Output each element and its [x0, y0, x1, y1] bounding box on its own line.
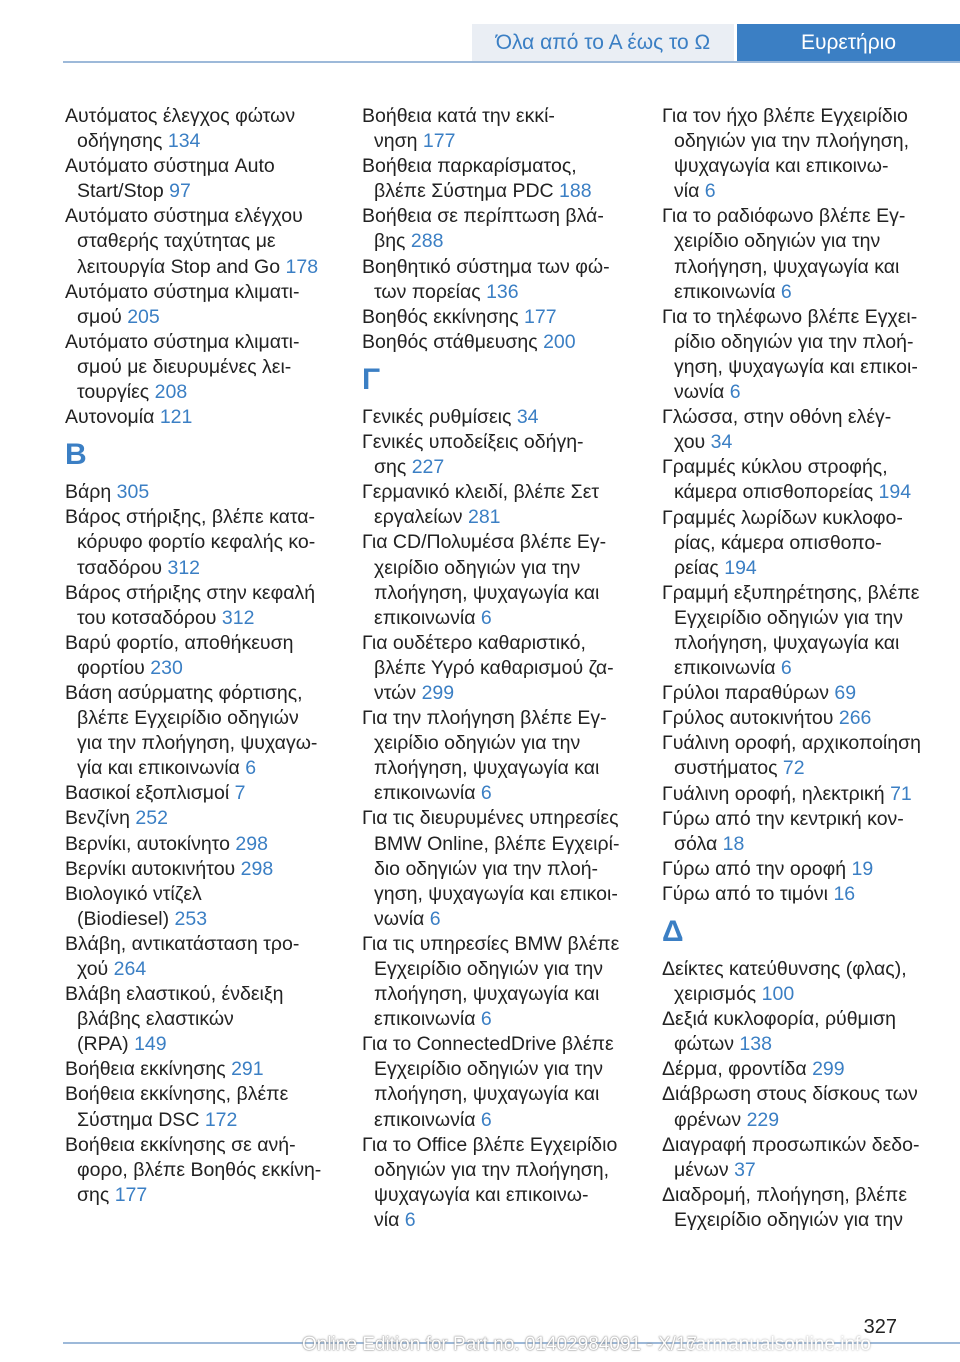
index-entry	[65, 832, 343, 857]
index-entry	[362, 204, 640, 254]
index-entry	[362, 480, 640, 530]
page-link[interactable]: 312	[167, 556, 201, 579]
index-entry	[362, 932, 640, 1032]
header-divider	[63, 61, 960, 63]
index-entry-text: φορτίου	[77, 656, 145, 679]
index-entry	[65, 405, 343, 430]
index-entry	[65, 204, 343, 279]
page-link[interactable]: 177	[422, 130, 456, 153]
index-entry-text: Γρύλος αυτοκινήτου	[662, 707, 834, 730]
index-entry-text: νηση	[374, 130, 418, 153]
index-entry-text: Αυτονομία	[65, 406, 155, 429]
page-link[interactable]: 138	[739, 1033, 772, 1056]
index-letter-heading: Δ	[662, 915, 684, 948]
index-entry	[662, 882, 940, 907]
page-link[interactable]: 149	[134, 1033, 167, 1056]
index-entry	[362, 631, 640, 706]
index-entry-text: νία	[674, 180, 700, 203]
index-entry-text: Διάβρωση στους δίσκους των	[662, 1083, 918, 1106]
page-link[interactable]: 121	[159, 406, 193, 429]
page-link[interactable]: 6	[704, 180, 716, 203]
index-entry-text: οδήγησης	[77, 130, 163, 153]
index-entry	[65, 857, 343, 882]
page-link[interactable]: 72	[782, 757, 805, 780]
index-entry-text: νωνία	[674, 381, 725, 404]
index-entry-text: Βάση ασύρματης φόρτισης,	[65, 681, 303, 704]
index-entry-text: Βοηθητικό σύστημα των φώ‐	[362, 255, 610, 278]
index-entry	[362, 104, 640, 154]
page-link[interactable]: 194	[724, 556, 757, 579]
index-entry-text: Γραμμή εξυπηρέτησης, βλέπε	[662, 581, 920, 604]
index-entry	[662, 681, 940, 706]
page-link[interactable]: 305	[116, 481, 150, 504]
page-link[interactable]: 69	[834, 682, 857, 705]
index-entry-text: επικοινωνία	[674, 657, 776, 680]
index-entry-text: Δέρμα, φροντίδα	[662, 1058, 807, 1081]
page-link[interactable]: 253	[174, 907, 208, 930]
index-entry-text: Γλώσσα, στην οθόνη ελέγ‐	[662, 406, 892, 429]
page-link[interactable]: 177	[114, 1183, 148, 1206]
page-link[interactable]: 6	[429, 907, 441, 930]
page-link[interactable]: 264	[113, 958, 147, 980]
page-link[interactable]: 200	[543, 330, 576, 353]
index-letter-heading: Γ	[362, 362, 381, 396]
index-entry-text: πλοήγηση, ψυχαγωγία και	[374, 1083, 600, 1106]
index-entry-text: ρίας, κάμερα οπισθοπο‐	[674, 531, 882, 554]
index-entry	[65, 932, 343, 982]
index-entry-text: πλοήγηση, ψυχαγωγία και	[374, 581, 600, 604]
index-entry	[362, 806, 640, 931]
index-entry	[65, 505, 343, 580]
index-entry-text: Για τις υπηρεσίες BMW βλέπε	[362, 932, 620, 955]
page-link[interactable]: 19	[851, 857, 874, 880]
index-column-2	[362, 104, 640, 1233]
index-entry-text: χειρίδιο οδηγιών για την	[674, 230, 881, 253]
index-entry	[65, 806, 343, 831]
index-entry-text: ψυχαγωγία και επικοινω‐	[374, 1183, 589, 1206]
index-entry-text: Γερμανικό κλειδί, βλέπε Σετ	[362, 481, 600, 504]
index-entry-text: Δείκτες κατεύθυνσης (φλας),	[662, 958, 907, 980]
page-link[interactable]: 6	[245, 757, 257, 780]
index-entry-text: διο οδηγιών για την πλοή‐	[374, 857, 599, 880]
index-entry	[662, 455, 940, 505]
index-entry-text: οδηγιών για την πλοήγηση,	[674, 130, 909, 153]
index-entry	[662, 581, 940, 681]
index-entry	[65, 681, 343, 781]
page-link[interactable]: 172	[204, 1108, 238, 1131]
index-entry-text: του κοτσαδόρου	[77, 606, 217, 629]
index-entry	[65, 781, 343, 806]
index-entry-text: Διαγραφή προσωπικών δεδο‐	[662, 1133, 920, 1156]
index-entry-text: Σύστημα DSC	[77, 1108, 200, 1131]
index-entry-text: χειρίδιο οδηγιών για την	[374, 556, 581, 579]
page-link[interactable]: 37	[734, 1158, 756, 1181]
index-entry	[662, 731, 940, 781]
index-entry-text: τουργίες	[77, 381, 150, 404]
index-entry	[662, 1007, 940, 1057]
index-entry-text: Βερνίκι, αυτοκίνητο	[65, 832, 230, 855]
index-entry	[362, 430, 640, 480]
index-entry-text: σης	[374, 456, 407, 479]
index-entry-text: Διαδρομή, πλοήγηση, βλέπε	[662, 1183, 908, 1206]
page-link[interactable]: 6	[780, 657, 792, 680]
index-entry	[65, 280, 343, 330]
index-entry	[662, 807, 940, 857]
page-link[interactable]: 298	[240, 857, 274, 880]
index-entry	[362, 530, 640, 630]
index-entry-text: Εγχειρίδιο οδηγιών για την	[674, 606, 903, 629]
index-entry-text: πλοήγηση, ψυχαγωγία και	[674, 631, 900, 654]
page-link[interactable]: 6	[480, 782, 492, 805]
index-entry-text: Βαρύ φορτίο, αποθήκευση	[65, 631, 294, 654]
index-entry-text: χού	[77, 958, 109, 980]
index-entry-text: Βενζίνη	[65, 807, 130, 830]
index-entry-text: πλοήγηση, ψυχαγωγία και	[374, 983, 600, 1006]
index-entry-text: βης	[374, 230, 406, 253]
index-entry-text: Γραμμές λωρίδων κυκλοφο‐	[662, 506, 903, 529]
page-link[interactable]: 266	[838, 707, 872, 730]
index-entry	[662, 857, 940, 882]
index-entry-text: τσαδόρου	[77, 556, 163, 579]
index-entry-text: Εγχειρίδιο οδηγιών για την	[374, 1058, 603, 1081]
index-entry	[65, 104, 343, 154]
page-link[interactable]: 6	[404, 1208, 416, 1231]
page-link[interactable]: 288	[410, 230, 444, 253]
index-entry	[662, 305, 940, 405]
page-link[interactable]: 252	[135, 807, 168, 830]
index-entry-text: επικοινωνία	[374, 1108, 476, 1131]
index-entry	[662, 104, 940, 204]
index-entry-text: Γύρω από το τιμόνι	[662, 882, 829, 905]
index-entry-text: Βοήθεια κατά την εκκί‐	[362, 105, 555, 127]
index-entry-text: Για τον ήχο βλέπε Εγχειρίδιο	[662, 105, 908, 127]
index-entry-text: Γενικές ρυθμίσεις	[362, 405, 512, 428]
index-entry	[65, 330, 343, 405]
index-entry-text: των πορείας	[374, 280, 481, 303]
index-entry-text: σης	[77, 1183, 110, 1206]
index-entry-text: Αυτόματος έλεγχος φώτων	[65, 105, 296, 127]
index-entry-text: χου	[674, 431, 706, 454]
page-link[interactable]: 6	[480, 1108, 492, 1131]
page-link[interactable]: 194	[878, 481, 912, 504]
page-link[interactable]: 230	[150, 656, 183, 679]
index-entry-text: Βάρη	[65, 481, 112, 504]
index-entry-text: Βιολογικό ντίζελ	[65, 882, 202, 905]
page-link[interactable]: 298	[235, 832, 268, 855]
index-entry-text: μένων	[674, 1158, 729, 1181]
page-link[interactable]: 188	[559, 180, 592, 203]
page-link[interactable]: 6	[480, 606, 492, 629]
page-link[interactable]: 100	[761, 983, 795, 1006]
index-entry-text: Για CD/Πολυμέσα βλέπε Εγ‐	[362, 531, 607, 554]
index-entry-text: κόρυφο φορτίο κεφαλής κο‐	[77, 531, 316, 554]
index-entry-text: Για το ραδιόφωνο βλέπε Εγ‐	[662, 205, 906, 228]
index-entry	[662, 782, 940, 807]
index-entry-text: Βοηθός εκκίνησης	[362, 305, 519, 328]
index-column-1	[65, 104, 343, 1208]
page-link[interactable]: 281	[467, 506, 501, 529]
page-link[interactable]: 134	[167, 130, 201, 153]
index-entry-text: Βλάβη, αντικατάσταση τρο‐	[65, 932, 300, 955]
index-entry-text: Αυτόματο σύστημα κλιματι‐	[65, 280, 300, 303]
page-number: 327	[863, 1316, 897, 1338]
page-link[interactable]: 18	[722, 832, 745, 855]
index-entry	[362, 330, 640, 355]
index-entry-text: Για το Office βλέπε Εγχειρίδιο	[362, 1133, 618, 1156]
page-link[interactable]: 208	[154, 381, 188, 404]
index-entry-text: (RPA)	[77, 1033, 129, 1056]
index-entry-text: συστήματος	[674, 757, 778, 780]
index-entry-text: ψυχαγωγία και επικοινω‐	[674, 155, 889, 178]
index-entry-text: κάμερα οπισθοπορείας	[674, 481, 874, 504]
index-entry-text: βλέπε Εγχειρίδιο οδηγιών	[77, 707, 299, 730]
index-entry-text: σταθερής ταχύτητας με	[77, 230, 276, 253]
index-entry	[65, 982, 343, 1057]
index-entry-text: σμού με διευρυμένες λει‐	[77, 355, 292, 378]
index-entry-text: νία	[374, 1208, 400, 1231]
page-link[interactable]: 229	[746, 1108, 780, 1131]
index-entry	[662, 1082, 940, 1132]
index-entry	[662, 1133, 940, 1183]
page-link[interactable]: 97	[169, 180, 191, 203]
index-entry-text: Γυάλινη οροφή, αρχικοποίηση	[662, 732, 921, 755]
index-entry	[362, 405, 640, 430]
index-entry	[65, 1133, 343, 1208]
index-entry-text: Για την πλοήγηση βλέπε Εγ‐	[362, 707, 607, 730]
index-entry-text: Εγχειρίδιο οδηγιών για την	[374, 958, 603, 980]
index-entry	[65, 631, 343, 681]
index-entry-text: λειτουργία Stop and Go	[77, 255, 281, 278]
index-entry-text: Δεξιά κυκλοφορία, ρύθμιση	[662, 1008, 897, 1031]
page-link[interactable]: 178	[285, 255, 319, 278]
page-link[interactable]: 177	[524, 305, 557, 328]
index-entry-text: γηση, ψυχαγωγία και επικοι‐	[374, 882, 618, 905]
page-link[interactable]: 312	[221, 606, 255, 629]
index-entry-text: για την πλοήγηση, ψυχαγω‐	[77, 732, 318, 755]
index-entry	[662, 405, 940, 455]
index-entry-text: Βάρος στήριξης, βλέπε κατα‐	[65, 506, 316, 529]
page-link[interactable]: 227	[411, 456, 445, 479]
index-entry-text: φορο, βλέπε Βοηθός εκκίνη‐	[77, 1158, 322, 1181]
page-link[interactable]: 7	[234, 782, 246, 805]
index-entry-text: Βάρος στήριξης στην κεφαλή	[65, 581, 316, 604]
index-entry-text: οδηγιών για την πλοήγηση,	[374, 1158, 609, 1181]
page-link[interactable]: 71	[890, 782, 912, 805]
index-entry	[662, 1057, 940, 1082]
index-letter-heading: Β	[65, 438, 87, 472]
index-entry	[362, 154, 640, 204]
index-entry	[65, 882, 343, 932]
watermark: carmanualsonline.info	[686, 1334, 871, 1355]
page-link[interactable]: 299	[421, 681, 455, 704]
page-link[interactable]: 16	[833, 882, 856, 905]
index-entry-text: Βοήθεια εκκίνησης, βλέπε	[65, 1083, 289, 1106]
index-entry-text: (Biodiesel)	[77, 907, 170, 930]
index-entry-text: φώτων	[674, 1033, 734, 1056]
index-entry-text: Γύρω από την οροφή	[662, 857, 847, 880]
page-link[interactable]: 136	[486, 280, 519, 303]
chapter-tab: Ευρετήριο	[737, 24, 960, 61]
index-entry-text: Αυτόματο σύστημα κλιματι‐	[65, 330, 300, 353]
index-entry-text: Βερνίκι αυτοκινήτου	[65, 857, 236, 880]
index-entry-text: Εγχειρίδιο οδηγιών για την	[674, 1208, 903, 1231]
index-entry-text: χειρίδιο οδηγιών για την	[374, 732, 581, 755]
index-entry-text: Για ουδέτερο καθαριστικό,	[362, 631, 586, 654]
index-entry-text: Βοήθεια σε περίπτωση βλά‐	[362, 205, 604, 228]
index-entry-text: Για το ConnectedDrive βλέπε	[362, 1033, 614, 1056]
index-entry-text: Αυτόματο σύστημα ελέγχου	[65, 205, 303, 228]
index-entry-text: Γραμμές κύκλου στροφής,	[662, 456, 888, 479]
page-link[interactable]: 291	[231, 1058, 264, 1081]
page-link[interactable]: 299	[812, 1058, 845, 1081]
index-entry-text: Βοήθεια εκκίνησης	[65, 1058, 226, 1081]
index-entry	[662, 204, 940, 304]
index-entry-text: πλοήγηση, ψυχαγωγία και	[674, 255, 900, 278]
page-link[interactable]: 205	[127, 305, 160, 328]
index-entry-text: σόλα	[674, 832, 718, 855]
index-entry-text: πλοήγηση, ψυχαγωγία και	[374, 757, 600, 780]
page-link[interactable]: 34	[710, 431, 733, 454]
index-entry-text: Γενικές υποδείξεις οδήγη‐	[362, 431, 584, 454]
index-entry-text: BMW Online, βλέπε Εγχειρί‐	[374, 832, 620, 855]
index-entry-text: επικοινωνία	[374, 1008, 476, 1031]
index-entry	[65, 581, 343, 631]
index-entry-text: Start/Stop	[77, 180, 164, 203]
index-entry-text: Βοήθεια εκκίνησης σε ανή‐	[65, 1133, 296, 1156]
index-entry-text: Βλάβη ελαστικού, ένδειξη	[65, 983, 284, 1006]
page-link[interactable]: 6	[480, 1008, 492, 1031]
index-entry-text: Για τις διευρυμένες υπηρεσίες	[362, 807, 619, 830]
index-entry-text: εργαλείων	[374, 506, 463, 529]
index-entry-text: γηση, ψυχαγωγία και επικοι‐	[674, 355, 918, 378]
index-entry	[362, 1032, 640, 1132]
index-entry	[65, 1082, 343, 1132]
index-entry-text: Γρύλοι παραθύρων	[662, 682, 829, 705]
index-entry-text: ντών	[374, 681, 417, 704]
index-entry-text: βλάβης ελαστικών	[77, 1008, 234, 1031]
index-entry-text: Βοηθός στάθμευσης	[362, 330, 538, 353]
index-entry-text: επικοινωνία	[374, 782, 476, 805]
index-entry-text: γία και επικοινωνία	[77, 757, 240, 780]
index-entry	[362, 1133, 640, 1233]
index-entry-text: νωνία	[374, 907, 425, 930]
index-entry	[662, 506, 940, 581]
index-column-3	[662, 104, 940, 1233]
index-entry	[65, 480, 343, 505]
index-entry	[362, 706, 640, 806]
index-entry-text: επικοινωνία	[374, 606, 476, 629]
index-entry-text: ρίδιο οδηγιών για την πλοή‐	[674, 330, 914, 353]
index-entry-text: Βασικοί εξοπλισμοί	[65, 782, 230, 805]
index-entry	[362, 305, 640, 330]
index-entry-text: Αυτόματο σύστημα Auto	[65, 155, 275, 178]
index-entry	[662, 1183, 940, 1233]
index-entry-text: φρένων	[674, 1108, 742, 1131]
index-entry	[65, 154, 343, 204]
section-tab: Όλα από το Α έως το Ω	[472, 24, 734, 61]
index-entry-text: χειρισμός	[674, 983, 757, 1006]
index-entry-text: Βοήθεια παρκαρίσματος,	[362, 155, 577, 178]
page-link[interactable]: 6	[729, 381, 741, 404]
index-entry-text: βλέπε Σύστημα PDC	[374, 180, 554, 203]
index-entry	[662, 706, 940, 731]
index-entry-text: Γύρω από την κεντρική κον‐	[662, 807, 904, 830]
index-entry-text: σμού	[77, 305, 122, 328]
index-entry-text: ρείας	[674, 556, 719, 579]
index-entry-text: Για το τηλέφωνο βλέπε Εγχει‐	[662, 305, 918, 328]
index-entry-text: Γυάλινη οροφή, ηλεκτρική	[662, 782, 885, 805]
index-entry	[65, 1057, 343, 1082]
edition-label: Online Edition for Part no. 01402984091 - X/17	[302, 1334, 698, 1355]
index-entry	[362, 255, 640, 305]
index-entry-text: βλέπε Υγρό καθαρισμού ζα‐	[374, 656, 614, 679]
index-entry	[662, 957, 940, 1007]
page-link[interactable]: 6	[780, 280, 792, 303]
page-link[interactable]: 34	[516, 405, 539, 428]
index-entry-text: επικοινωνία	[674, 280, 776, 303]
